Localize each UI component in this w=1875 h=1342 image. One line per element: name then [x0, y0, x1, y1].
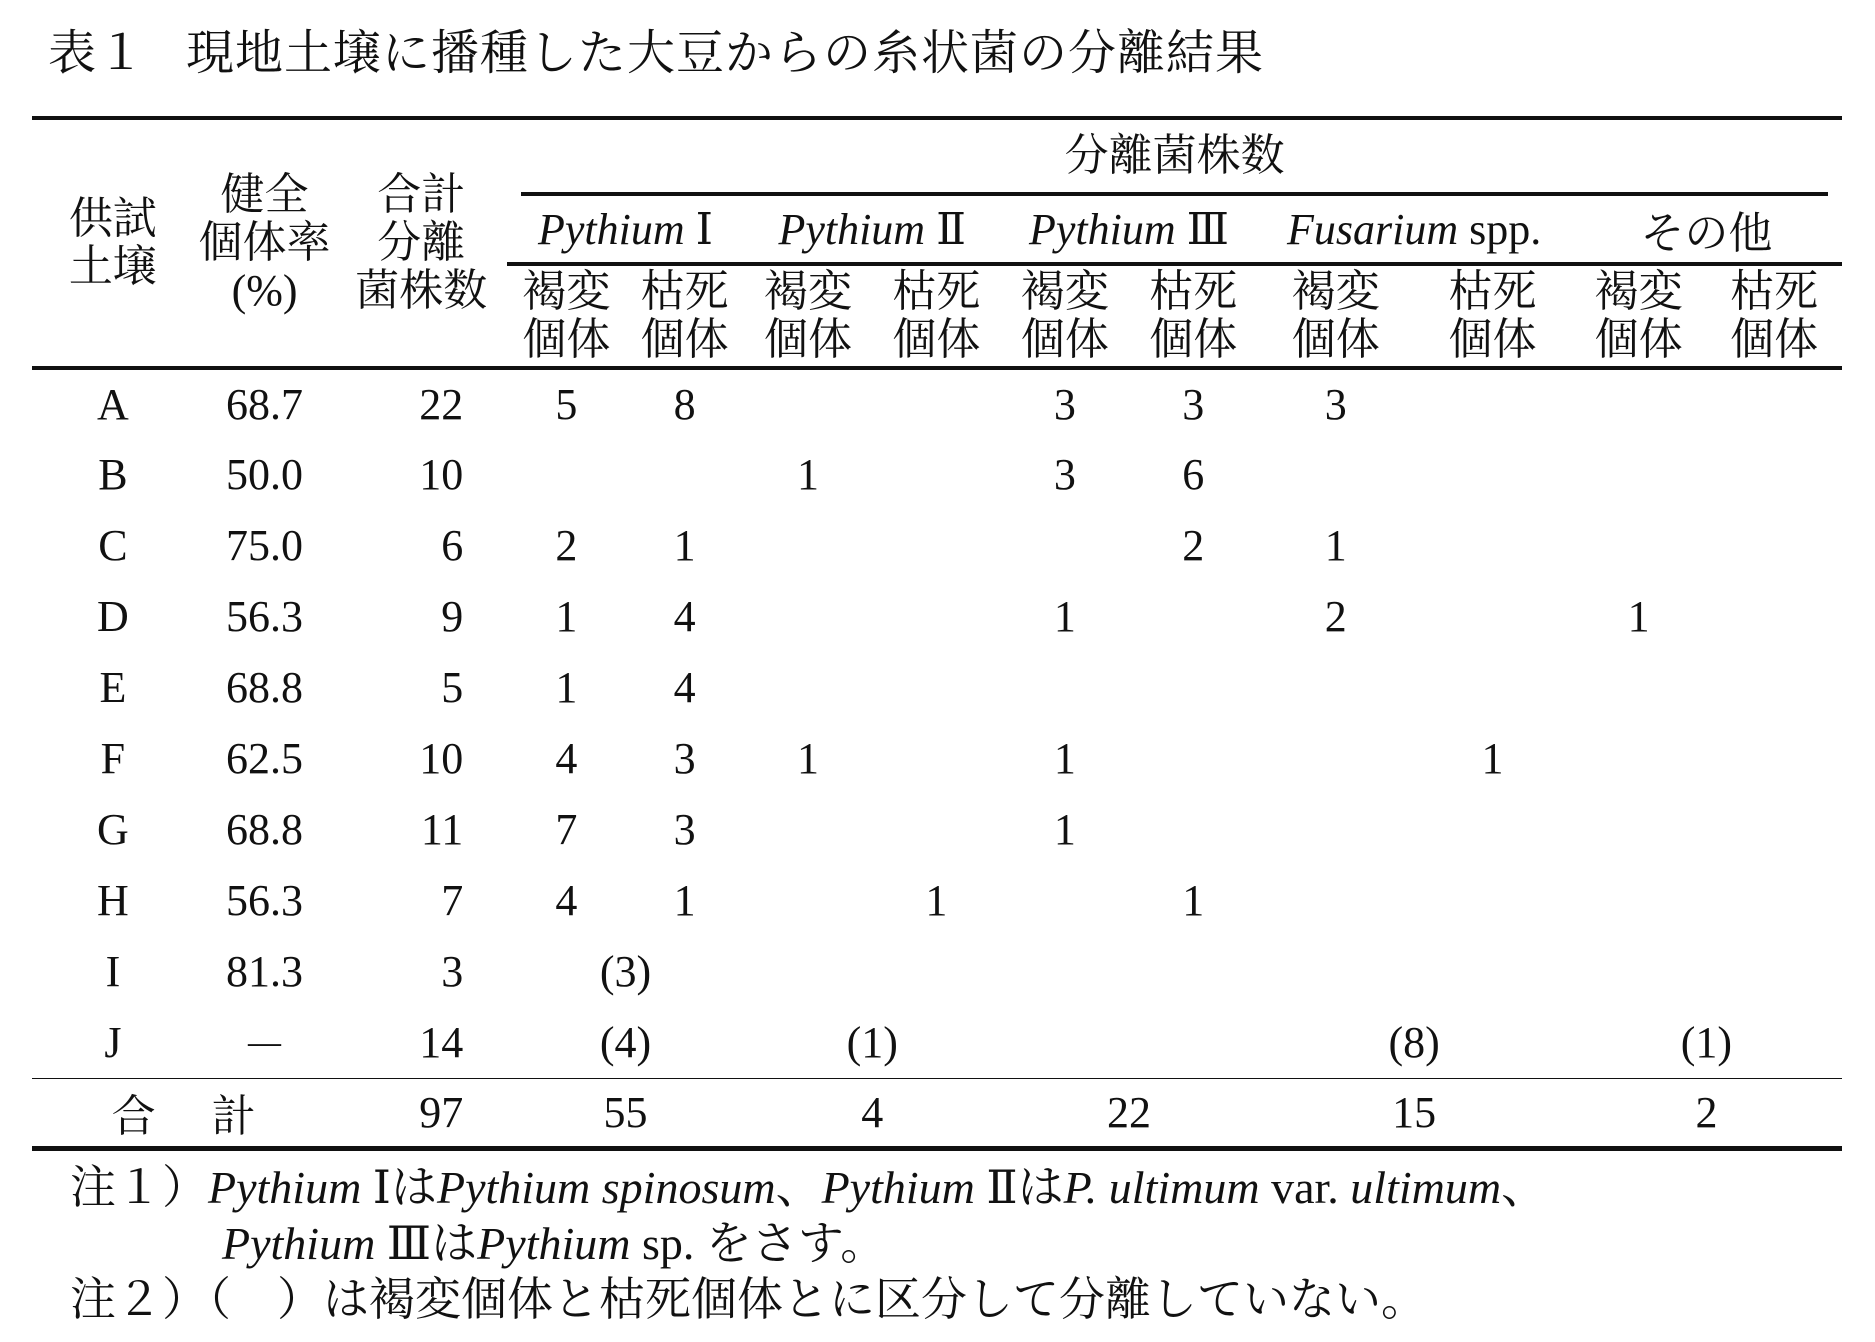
count-cell: 3 — [1053, 450, 1076, 499]
subheader-dead — [626, 264, 744, 368]
count-cell — [1414, 794, 1571, 865]
sub-b-line1: 枯死 — [892, 266, 981, 316]
rate-cell: 68.7 — [226, 380, 304, 429]
sub-b-line1: 枯死 — [640, 266, 729, 316]
taxon-genus: Pythium — [778, 204, 926, 254]
table-row — [32, 439, 1842, 510]
sub-b-line2: 個体 — [1149, 314, 1238, 364]
header-healthy-line3: (%) — [231, 265, 298, 315]
count-cell — [1001, 865, 1129, 936]
count-cell: 2 — [1182, 521, 1205, 570]
subheader-browning — [744, 264, 872, 368]
soil-cell: E — [99, 663, 127, 712]
count-cell — [1257, 794, 1414, 865]
rate-cell: － — [242, 1022, 287, 1072]
count-cell — [1571, 368, 1706, 439]
sub-a-line1: 褐変 — [1291, 266, 1380, 316]
rate-cell: 50.0 — [226, 450, 304, 499]
note-text: sp. をさす。 — [641, 1218, 887, 1269]
table-row — [32, 652, 1842, 723]
note-taxon: Pythium — [477, 1218, 631, 1269]
count-cell — [872, 652, 1000, 723]
count-cell: 1 — [1481, 734, 1504, 783]
count-cell — [1414, 439, 1571, 510]
count-cell — [1257, 439, 1414, 510]
totals-group: 4 — [744, 1078, 1001, 1148]
isolation-results-table — [32, 116, 1842, 1151]
count-cell — [744, 794, 872, 865]
count-cell — [1706, 723, 1842, 794]
count-cell: 1 — [1053, 805, 1076, 854]
caption-label: 表１ — [48, 27, 147, 80]
count-cell — [1257, 865, 1414, 936]
count-cell — [1706, 368, 1842, 439]
sub-b-line1: 枯死 — [1730, 266, 1819, 316]
count-cell — [1414, 865, 1571, 936]
count-cell — [1571, 510, 1706, 581]
count-cell — [1414, 368, 1571, 439]
totals-group: 55 — [507, 1078, 744, 1148]
merged-count-cell: (1) — [846, 1017, 898, 1067]
count-cell: 1 — [673, 876, 696, 925]
count-cell: 1 — [797, 734, 820, 783]
note-1-continued — [70, 1216, 1547, 1272]
total-cell: 10 — [419, 734, 464, 783]
count-cell: 4 — [673, 592, 696, 641]
caption-text: 現地土壌に播種した大豆からの糸状菌の分離結果 — [186, 27, 1265, 80]
total-cell: 9 — [441, 592, 464, 641]
header-healthy-rate — [194, 118, 336, 368]
soil-cell: H — [97, 876, 129, 925]
taxon-pythium-1 — [507, 196, 744, 264]
note-text: Ⅱは — [986, 1162, 1064, 1213]
rate-cell: 56.3 — [226, 592, 304, 641]
taxon-genus: Pythium — [1028, 204, 1176, 254]
count-cell — [1001, 652, 1129, 723]
soil-cell: G — [97, 805, 129, 854]
count-cell: 1 — [1627, 592, 1650, 641]
count-cell — [1257, 723, 1414, 794]
sub-b-line2: 個体 — [640, 314, 729, 364]
count-cell — [744, 510, 872, 581]
subheader-dead — [1129, 264, 1257, 368]
note-text: 、 — [1501, 1162, 1548, 1213]
taxon-suffix: Ⅰ — [695, 204, 714, 254]
sub-a-line2: 個体 — [1020, 314, 1109, 364]
count-cell — [1571, 794, 1706, 865]
taxon-suffix: その他 — [1640, 209, 1773, 258]
note-taxon: Pythium — [821, 1162, 975, 1213]
table-body — [32, 368, 1842, 1148]
count-cell: 1 — [1182, 876, 1205, 925]
count-cell — [1571, 652, 1706, 723]
count-cell — [1706, 439, 1842, 510]
count-cell: 3 — [673, 805, 696, 854]
sub-a-line1: 褐変 — [1020, 266, 1109, 316]
sub-b-line1: 枯死 — [1448, 266, 1537, 316]
totals-label — [32, 1078, 335, 1148]
taxon-suffix: spp. — [1469, 204, 1542, 254]
soil-cell: F — [100, 734, 126, 783]
merged-count-cell — [1001, 1007, 1258, 1078]
count-cell: 1 — [555, 592, 578, 641]
sub-a-line1: 褐変 — [522, 266, 611, 316]
count-cell: 3 — [1324, 380, 1347, 429]
note-text: var. — [1271, 1162, 1339, 1213]
header-total-line3: 菌株数 — [355, 265, 488, 315]
header-group-title — [507, 118, 1842, 196]
header-group-title-text: 分離菌株数 — [521, 120, 1828, 196]
sub-a-line1: 褐変 — [1594, 266, 1683, 316]
subheader-dead — [872, 264, 1000, 368]
note-text: 、 — [775, 1162, 822, 1213]
count-cell — [1257, 652, 1414, 723]
count-cell — [872, 510, 1000, 581]
merged-count-cell: (1) — [1680, 1017, 1733, 1067]
total-cell: 6 — [441, 521, 464, 570]
count-cell: 7 — [555, 805, 578, 854]
rate-cell: 75.0 — [226, 521, 304, 570]
count-cell — [1706, 510, 1842, 581]
subheader-dead — [1414, 264, 1571, 368]
count-cell: 1 — [1053, 734, 1076, 783]
note-2-text: （ ）は褐変個体と枯死個体とに区分して分離していない。 — [208, 1274, 1427, 1325]
count-cell: 2 — [555, 521, 578, 570]
table-row — [32, 723, 1842, 794]
merged-count-cell: (3) — [599, 947, 652, 996]
merged-count-cell — [1257, 936, 1570, 1007]
note-2-label: 注２） — [70, 1274, 208, 1325]
count-cell: 5 — [555, 380, 578, 429]
sub-b-line2: 個体 — [892, 314, 981, 364]
count-cell — [1571, 723, 1706, 794]
soil-cell: B — [98, 450, 128, 499]
count-cell: 2 — [1324, 592, 1347, 641]
count-cell: 3 — [1053, 380, 1076, 429]
count-cell: 4 — [555, 734, 578, 783]
subheader-browning — [1257, 264, 1414, 368]
note-taxon: Pythium — [208, 1162, 362, 1213]
subheader-browning — [507, 264, 625, 368]
table-row — [32, 1007, 1842, 1078]
count-cell — [1414, 510, 1571, 581]
count-cell: 3 — [1182, 380, 1205, 429]
count-cell — [872, 723, 1000, 794]
taxon-pythium-2 — [744, 196, 1001, 264]
total-cell: 3 — [441, 947, 464, 996]
merged-count-cell — [744, 936, 1001, 1007]
count-cell — [744, 652, 872, 723]
table-row — [32, 581, 1842, 652]
totals-group: 15 — [1257, 1078, 1570, 1148]
table-row — [32, 936, 1842, 1007]
table-row — [32, 865, 1842, 936]
header-healthy-line2: 個体率 — [198, 217, 331, 267]
count-cell — [872, 794, 1000, 865]
totals-group: 22 — [1001, 1078, 1258, 1148]
total-cell: 11 — [420, 805, 464, 854]
count-cell — [1706, 865, 1842, 936]
count-cell — [744, 581, 872, 652]
total-cell: 22 — [419, 380, 464, 429]
merged-count-cell: (8) — [1388, 1017, 1440, 1067]
sub-a-line2: 個体 — [1594, 314, 1683, 364]
count-cell: 1 — [1324, 521, 1347, 570]
sub-a-line2: 個体 — [522, 314, 611, 364]
count-cell: 1 — [555, 663, 578, 712]
taxon-genus: Pythium — [538, 204, 685, 254]
count-cell — [744, 865, 872, 936]
taxon-other — [1571, 196, 1842, 264]
soil-cell: A — [97, 380, 129, 429]
taxon-pythium-3 — [1001, 196, 1258, 264]
subheader-browning — [1571, 264, 1706, 368]
count-cell: 8 — [673, 380, 696, 429]
totals-label-b: 計 — [211, 1092, 256, 1141]
sub-b-line1: 枯死 — [1149, 266, 1238, 316]
count-cell — [1129, 794, 1257, 865]
taxon-suffix: Ⅲ — [1186, 204, 1230, 254]
count-cell: 1 — [673, 521, 696, 570]
subheader-browning — [1001, 264, 1129, 368]
note-2 — [70, 1272, 1547, 1328]
header-healthy-line1: 健全 — [220, 169, 309, 219]
note-taxon: Pythium spinosum — [436, 1162, 776, 1213]
count-cell — [1129, 723, 1257, 794]
header-soil-line2: 土壌 — [68, 241, 157, 291]
rate-cell: 68.8 — [226, 663, 304, 712]
note-taxon: ultimum — [1350, 1162, 1502, 1213]
sub-b-line2: 個体 — [1448, 314, 1537, 364]
count-cell — [1706, 581, 1842, 652]
count-cell — [872, 368, 1000, 439]
count-cell — [1129, 581, 1257, 652]
totals-group: 2 — [1571, 1078, 1842, 1148]
taxon-genus: Fusarium — [1287, 204, 1459, 254]
count-cell — [507, 439, 625, 510]
count-cell: 1 — [925, 876, 948, 925]
table-caption — [48, 22, 1264, 86]
note-text: Ⅲは — [386, 1218, 478, 1269]
rate-cell: 62.5 — [226, 734, 304, 783]
count-cell — [1414, 652, 1571, 723]
taxon-suffix: Ⅱ — [936, 204, 966, 254]
table-notes — [70, 1160, 1547, 1328]
table-row — [32, 510, 1842, 581]
totals-label-a: 合 — [111, 1092, 156, 1141]
rate-cell: 56.3 — [226, 876, 304, 925]
count-cell — [872, 439, 1000, 510]
soil-cell: J — [104, 1017, 122, 1067]
soil-cell: D — [97, 592, 129, 641]
count-cell — [1706, 794, 1842, 865]
total-cell: 5 — [441, 663, 464, 712]
header-total-isolates — [335, 118, 507, 368]
count-cell: 4 — [555, 876, 578, 925]
header-total-line1: 合計 — [377, 169, 466, 219]
table-row — [32, 794, 1842, 865]
totals-row — [32, 1078, 1842, 1148]
merged-count-cell — [1001, 936, 1258, 1007]
note-taxon: P. ultimum — [1063, 1162, 1260, 1213]
merged-count-cell — [1571, 936, 1842, 1007]
header-soil — [32, 118, 194, 368]
sub-a-line2: 個体 — [1291, 314, 1380, 364]
totals-total: 97 — [335, 1078, 507, 1148]
header-total-line2: 分離 — [377, 217, 466, 267]
table-row — [32, 368, 1842, 439]
total-cell: 14 — [419, 1017, 464, 1067]
total-cell: 7 — [441, 876, 464, 925]
count-cell: 4 — [673, 663, 696, 712]
note-taxon: Pythium — [222, 1218, 376, 1269]
count-cell — [1571, 865, 1706, 936]
count-cell — [1001, 510, 1129, 581]
sub-a-line1: 褐変 — [764, 266, 853, 316]
soil-cell: C — [98, 521, 128, 570]
soil-cell: I — [105, 947, 121, 996]
total-cell: 10 — [419, 450, 464, 499]
count-cell — [1414, 581, 1571, 652]
count-cell: 1 — [1053, 592, 1076, 641]
subheader-dead — [1706, 264, 1842, 368]
taxon-fusarium — [1257, 196, 1570, 264]
merged-count-cell: (4) — [599, 1017, 652, 1067]
count-cell — [1571, 439, 1706, 510]
note-1 — [70, 1160, 1547, 1216]
count-cell — [1129, 652, 1257, 723]
count-cell — [1706, 652, 1842, 723]
count-cell — [872, 581, 1000, 652]
rate-cell: 81.3 — [226, 947, 304, 996]
count-cell — [626, 439, 744, 510]
sub-b-line2: 個体 — [1730, 314, 1819, 364]
count-cell: 6 — [1182, 450, 1205, 499]
note-1-label: 注１） — [70, 1162, 208, 1213]
count-cell — [744, 368, 872, 439]
count-cell: 3 — [673, 734, 696, 783]
header-soil-line1: 供試 — [68, 193, 157, 243]
note-text: Ⅰは — [372, 1162, 437, 1213]
sub-a-line2: 個体 — [764, 314, 853, 364]
rate-cell: 68.8 — [226, 805, 304, 854]
count-cell: 1 — [797, 450, 820, 499]
